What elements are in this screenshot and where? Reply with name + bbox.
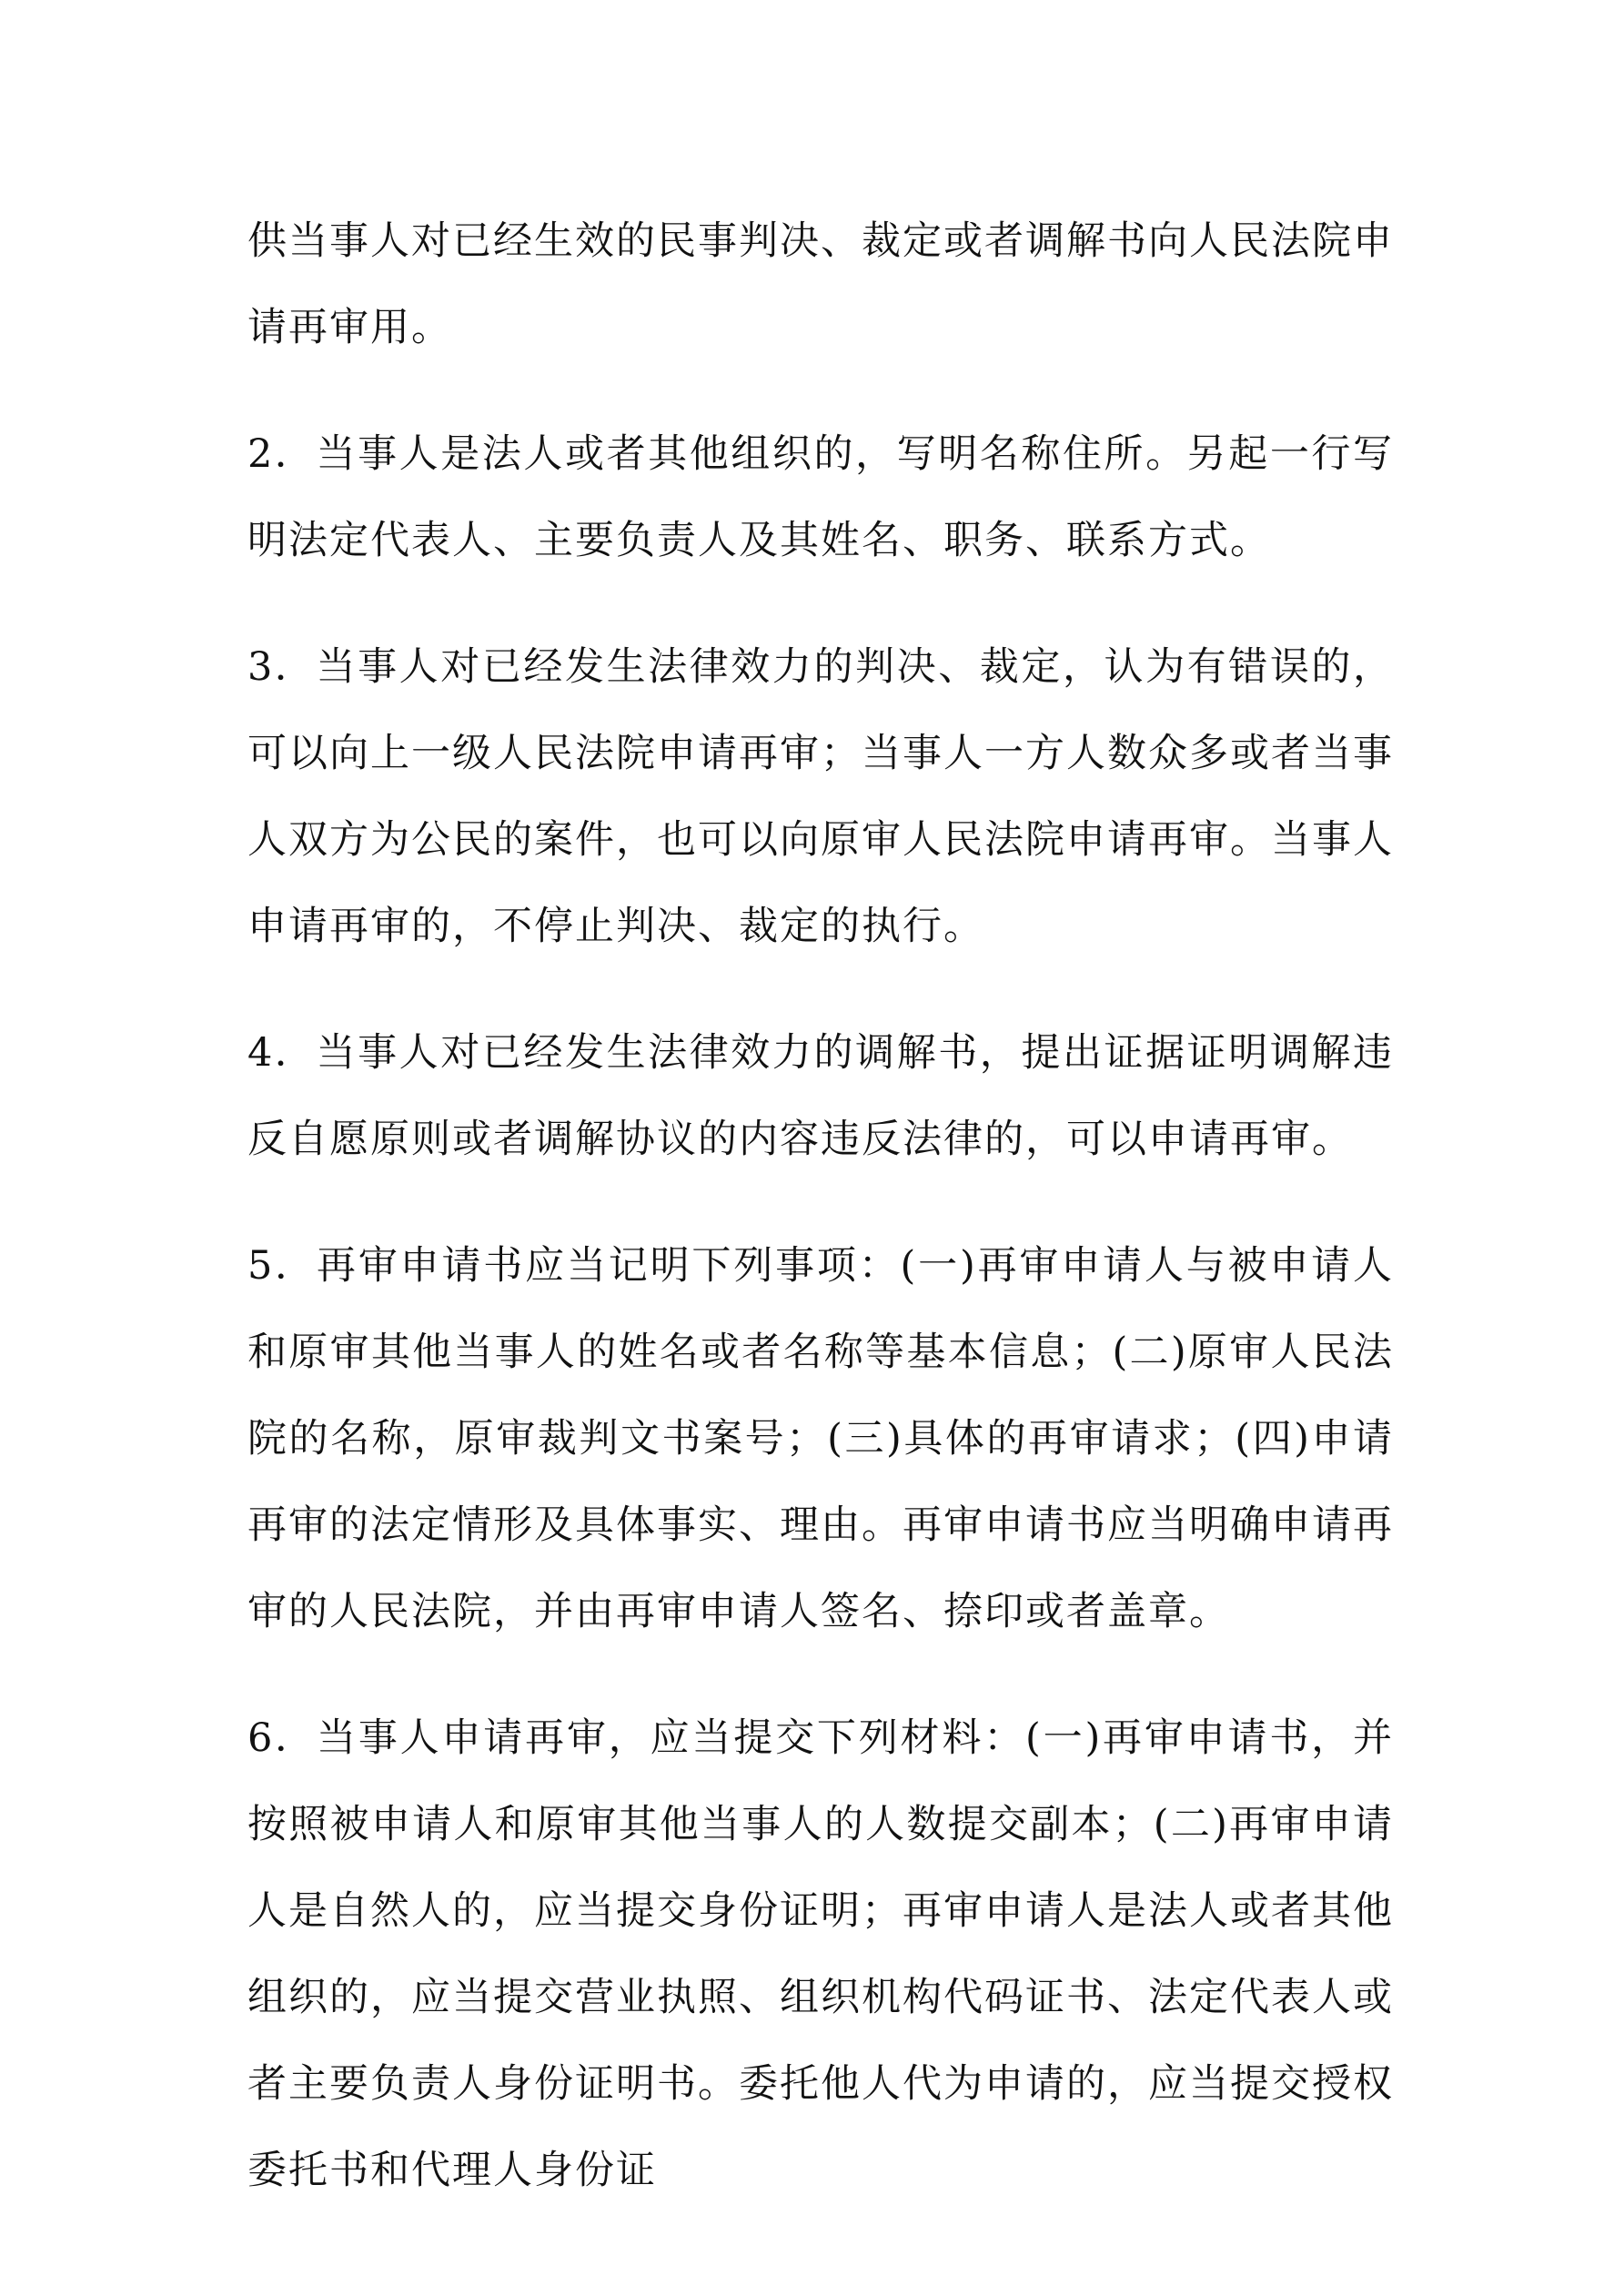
paragraph-item-3: 3．当事人对已经发生法律效力的判决、裁定，认为有错误的，可以向上一级人民法院申请再审；当事人一方人数众多或者当事人双方为公民的案件，也可以向原审人民法院申请再审。当事人申请再审的，不停止判决、裁定的执行。 [247, 644, 1394, 949]
paragraph-item-4: 4．当事人对已经发生法律效力的调解书，提出证据证明调解违反自愿原则或者调解协议的内容违反法律的，可以申请再审。 [247, 1030, 1394, 1162]
paragraph-item-2: 2．当事人是法人或者其他组织的，写明名称住所。另起一行写明法定代表人、主要负责人及其姓名、职务、联系方式。 [247, 431, 1394, 563]
paragraph-usage: 供当事人对已经生效的民事判决、裁定或者调解书向人民法院申请再审用。 [247, 218, 1394, 350]
paragraph-item-6: 6．当事人申请再审，应当提交下列材料：(一)再审申请书，并按照被申请人和原审其他当事人的人数提交副本；(二)再审申请人是自然人的，应当提交身份证明；再审申请人是法人或者其他组织的，应当提交营业执照、组织机构代码证书、法定代表人或者主要负责人身份证明书。委托他人代为申请的，应当提交授权委托书和代理人身份证 [247, 1715, 1394, 2193]
paragraph-item-5: 5．再审申请书应当记明下列事项：(一)再审申请人与被申请人和原审其他当事人的姓名或者名称等基本信息；(二)原审人民法院的名称，原审裁判文书案号；(三)具体的再审请求；(四)申请再审的法定情形及具体事实、理由。再审申请书应当明确申请再审的人民法院，并由再审申请人签名、捺印或者盖章。 [247, 1243, 1394, 1634]
document-body [247, 198, 1394, 2254]
